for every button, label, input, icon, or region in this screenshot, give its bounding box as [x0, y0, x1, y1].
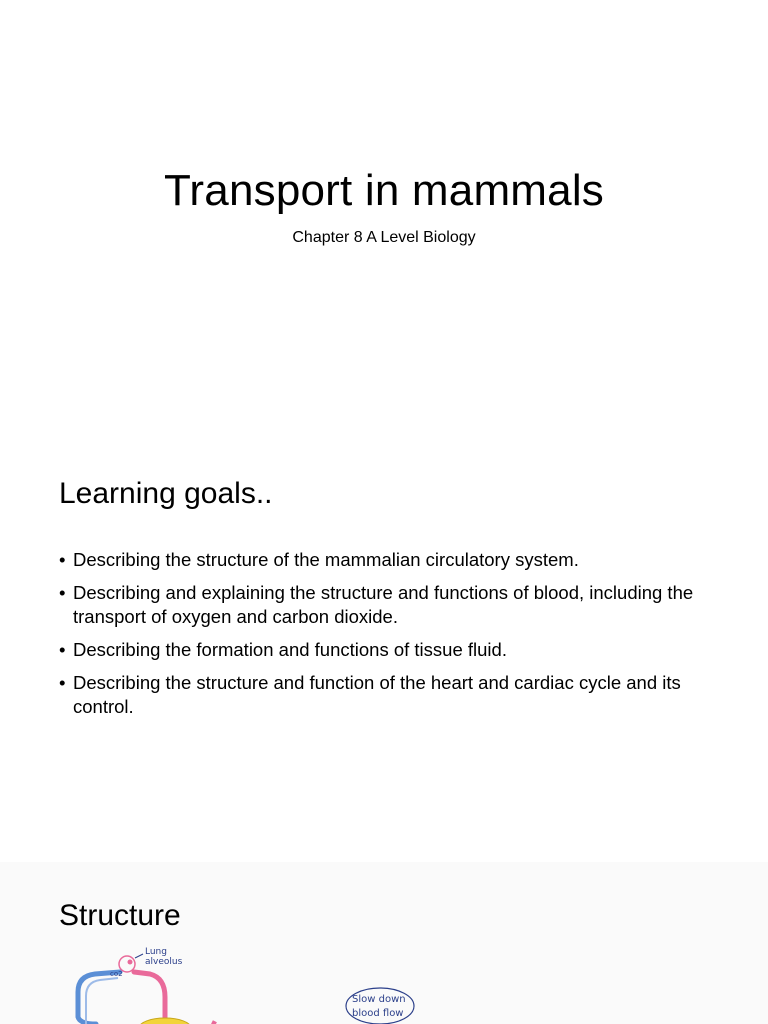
lung-pointer — [135, 954, 143, 958]
heart-shape — [139, 1018, 191, 1024]
learning-goals-heading: Learning goals.. — [59, 477, 273, 510]
slide-learning-goals — [0, 430, 768, 862]
label-alveolus: alveolus — [145, 957, 183, 967]
circulatory-sketch — [0, 942, 768, 1024]
alveolus-center-icon — [128, 960, 133, 965]
note-line-2: blood flow — [352, 1008, 404, 1019]
list-item: • Describing the formation and functions of tissue fluid. — [59, 638, 709, 662]
vessel-pink — [134, 972, 165, 1024]
list-item: • Describing the structure of the mammalian circulatory system. — [59, 548, 709, 572]
list-item: • Describing the structure and function of the heart and cardiac cycle and its control. — [59, 671, 709, 719]
slide-title-heading: Transport in mammals — [163, 166, 605, 215]
slide-title — [0, 0, 768, 430]
structure-heading: Structure — [59, 899, 181, 932]
list-item: • Describing and explaining the structure and functions of blood, including the transport of oxygen and carbon dioxide. — [59, 581, 709, 629]
vessel-blue-inner — [86, 978, 118, 1024]
slide-subtitle: Chapter 8 A Level Biology — [292, 229, 476, 246]
slide-structure — [0, 862, 768, 1024]
note-line-1: Slow down — [352, 994, 406, 1005]
label-co2: co2 — [110, 970, 123, 978]
label-lung: Lung — [145, 947, 167, 957]
learning-goals-list — [59, 548, 709, 728]
